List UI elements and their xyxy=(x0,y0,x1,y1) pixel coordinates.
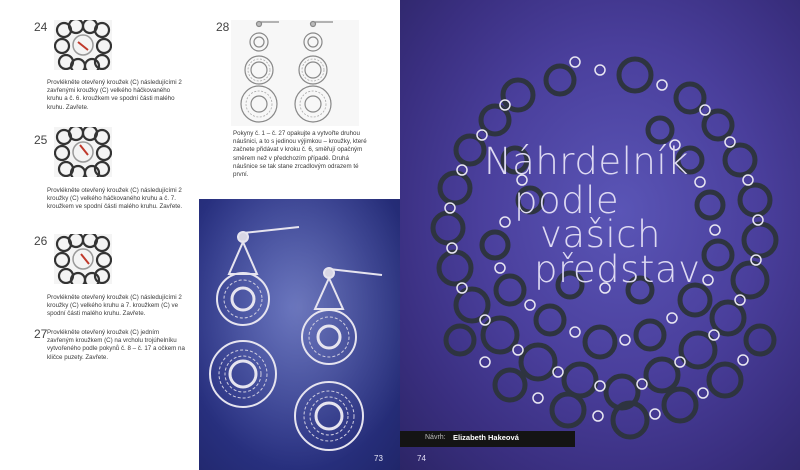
page-number: 73 xyxy=(374,454,383,463)
right-page xyxy=(400,0,800,470)
step-number: 25 xyxy=(34,133,48,147)
step-text: Pokyny č. 1 – č. 27 opakujte a vytvořte druhou náušnici, a to s jedinou výjimkou – kroužky, které začnete přidávat v kroku č. 6, směřují opačným směrem než v předchozím případě. Druhá náušnice se tak stane zrcadlovým odrazem té první. xyxy=(233,130,367,179)
earrings-photo xyxy=(199,199,400,470)
earrings-illustration xyxy=(231,20,359,126)
chainmaille-step-illustration xyxy=(54,127,112,177)
step-24-photo xyxy=(54,20,112,70)
page-number: 74 xyxy=(417,454,426,463)
step-number: 24 xyxy=(34,20,48,34)
step-text: Provlékněte otevřený kroužek (C) následujícími 2 zavřenými kroužky (C) velkého háčkovaného kruhu a č. 6. kroužkem ve spodní části malého kruhu. Zavřete. xyxy=(47,79,182,111)
silver-earrings-image xyxy=(199,199,400,470)
step-number: 26 xyxy=(34,234,48,248)
step-number: 27 xyxy=(34,327,48,341)
credit-label: Návrh: xyxy=(425,434,446,441)
title-line: podle xyxy=(514,179,620,222)
title-line: představ xyxy=(534,248,701,291)
step-25-photo xyxy=(54,127,112,177)
title-line: Náhrdelník xyxy=(484,140,690,183)
step-28-earrings-photo xyxy=(231,20,359,126)
step-text: Provlékněte otevřený kroužek (C) jedním zavřeným kroužkem (C) na vrcholu trojúhelníku vytvořeného podle pokynů č. 8 – č. 17 a očkem na kličce puzety. Zavřete. xyxy=(47,329,185,361)
title-line: vašich xyxy=(540,213,661,256)
step-text: Provlékněte otevřený kroužek (C) následujícími 2 kroužky (C) velkého háčkovaného kruhu a č. 7. kroužkem ve spodní části malého kruhu. Zavřete. xyxy=(47,187,183,211)
chainmaille-step-illustration xyxy=(54,20,112,70)
step-number: 28 xyxy=(216,20,230,34)
step-text: Provlékněte otevřený kroužek (C) následujícími 2 kroužky (C) velkého kruhu a 7. kroužkem (C) ve spodní části malého kruhu. Zavřete. xyxy=(47,294,182,318)
step-26-photo xyxy=(54,234,112,284)
credit-name: Elizabeth Hakeová xyxy=(453,433,519,442)
chainmaille-step-illustration xyxy=(54,234,112,284)
